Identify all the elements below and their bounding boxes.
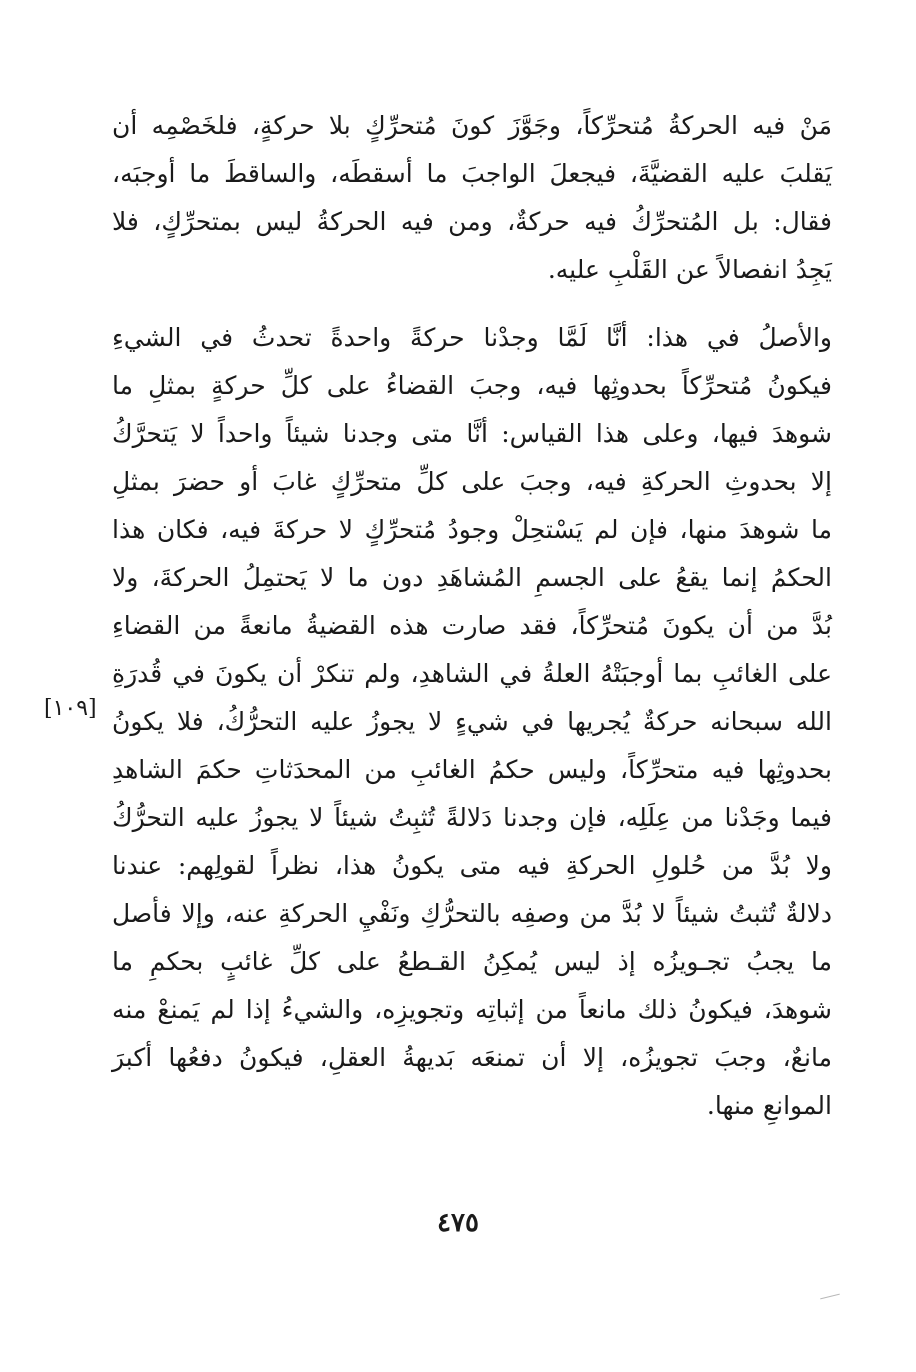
text-line: شوهدَ فيها، وعلى هذا القياس: أنَّا متى وجدنا شيئاً واحداً لا يَتحرَّكُ <box>112 419 832 448</box>
text-line: فقال: بل المُتحرِّكُ فيه حركةٌ، ومن فيه الحركةُ ليس بمتحرِّكٍ، فلا <box>112 207 832 236</box>
text-line: دلالةٌ تُثبتُ شيئاً لا بُدَّ من وصفِه بالتحرُّكِ ونَفْيِ الحركةِ عنه، وإلا فأصل <box>112 899 832 928</box>
text-line: الحكمُ إنما يقعُ على الجسمِ المُشاهَدِ دون ما لا يَحتمِلُ الحركةَ، ولا <box>112 563 832 592</box>
text-line: يَقلبَ عليه القضيَّةَ، فيجعلَ الواجبَ ما أسقطَه، والساقطَ ما أوجبَه، <box>112 159 832 188</box>
text-line: بُدَّ من أن يكونَ مُتحرِّكاً، فقد صارت هذه القضيةُ مانعةً من القضاءِ <box>112 611 832 640</box>
text-line: والأصلُ في هذا: أنَّا لَمَّا وجدْنا حركةً واحدةً تحدثُ في الشيءِ <box>112 323 832 352</box>
scan-speck <box>820 1294 840 1300</box>
text-line: الله سبحانه حركةٌ يُجريها في شيءٍ لا يجوزُ عليه التحرُّكُ، فلا يكونُ <box>112 707 832 736</box>
text-line: إلا بحدوثِ الحركةِ فيه، وجبَ على كلِّ متحرِّكٍ غابَ أو حضرَ بمثلِ <box>112 467 832 496</box>
text-line: بحدوثِها فيه متحرِّكاً، وليس حكمُ الغائبِ من المحدَثاتِ حكمَ الشاهدِ <box>112 755 832 784</box>
text-line: ما يجبُ تجـويزُه إذ ليس يُمكِنُ القـطعُ على كلِّ غائبٍ بحكمِ ما <box>112 947 832 976</box>
text-line: يَجِدُ انفصالاً عن القَلْبِ عليه. <box>547 255 832 284</box>
paragraph-1 <box>112 102 832 294</box>
text-line: ما شوهدَ منها، فإن لم يَسْتحِلْ وجودُ مُتحرِّكٍ لا حركةَ فيه، فكان هذا <box>112 515 832 544</box>
text-line: فيما وجَدْنا من عِلَلِه، فإن وجدنا دَلالةً تُثبِتُ شيئاً لا يجوزُ عليه التحرُّكُ <box>112 803 832 832</box>
text-line: ولا بُدَّ من حُلولِ الحركةِ فيه متى يكونُ هذا، نظراً لقولِهم: عندنا <box>112 851 832 880</box>
text-line: مانعٌ، وجبَ تجويزُه، إلا أن تمنعَه بَديهةُ العقلِ، فيكونُ دفعُها أكبرَ <box>112 1043 832 1072</box>
paragraph-2 <box>112 314 832 1130</box>
margin-page-reference: [١٠٩] <box>44 696 97 721</box>
text-line: فيكونُ مُتحرِّكاً بحدوثِها فيه، وجبَ القضاءُ على كلِّ حركةٍ بمثلِ ما <box>112 371 832 400</box>
text-line: شوهدَ، فيكونُ ذلك مانعاً من إثباتِه وتجويزِه، والشيءُ إذا لم يَمنعْ منه <box>112 995 832 1024</box>
text-line: مَنْ فيه الحركةُ مُتحرِّكاً، وجَوَّزَ كونَ مُتحرِّكٍ بلا حركةٍ، فلخَصْمِه أن <box>112 111 832 140</box>
page-number: ٤٧٥ <box>437 1208 479 1238</box>
text-line: الموانعِ منها. <box>706 1091 832 1120</box>
text-line: على الغائبِ بما أوجبَتْهُ العلةُ في الشاهدِ، ولم تنكرْ أن يكونَ في قُدرَةِ <box>112 659 832 688</box>
